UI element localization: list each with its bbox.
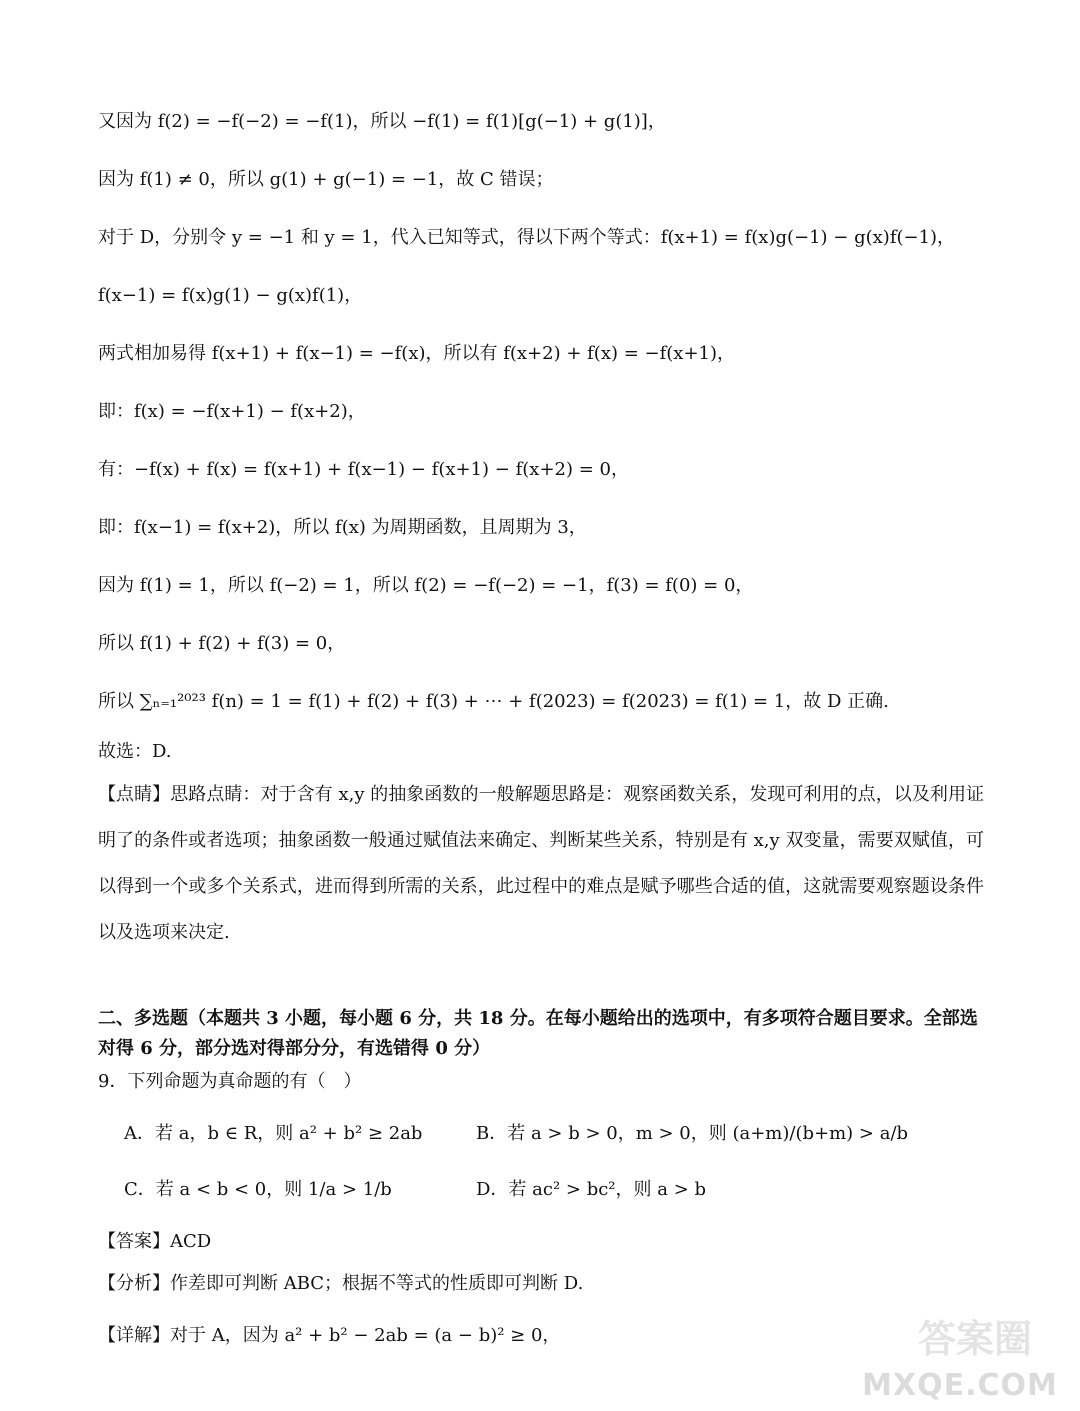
solution-line: 因为 f(1) ≠ 0，所以 g(1) + g(−1) = −1，故 C 错误； (98, 169, 554, 190)
solution-line: 有：−f(x) + f(x) = f(x+1) + f(x−1) − f(x+1) − f(x+2) = 0， (98, 459, 629, 480)
solution-line: 所以 f(1) + f(2) + f(3) = 0， (98, 633, 346, 654)
summation-line: 所以 ∑ₙ₌₁²⁰²³ f(n) = 1 = f(1) + f(2) + f(3) + ⋯ + f(2023) = f(2023) = f(1) = 1，故 D 正确. (98, 691, 889, 712)
option-b: B．若 a > b > 0，m > 0，则 (a+m)/(b+m) > a/b (476, 1123, 909, 1144)
solution-line: 因为 f(1) = 1，所以 f(−2) = 1，所以 f(2) = −f(−2) = −1，f(3) = f(0) = 0， (98, 575, 754, 596)
answer-line: 【答案】ACD (98, 1231, 212, 1252)
solution-line: 对于 D，分别令 y = −1 和 y = 1，代入已知等式，得以下两个等式：f(x+1) = f(x)g(−1) − g(x)f(−1)， (98, 227, 956, 248)
solution-line: 即：f(x−1) = f(x+2)，所以 f(x) 为周期函数，且周期为 3， (98, 517, 587, 538)
solution-line: f(x−1) = f(x)g(1) − g(x)f(1)， (98, 285, 363, 306)
analysis-line: 【分析】作差即可判断 ABC；根据不等式的性质即可判断 D. (98, 1273, 584, 1294)
option-c: C．若 a < b < 0，则 1/a > 1/b (124, 1179, 392, 1200)
option-a: A．若 a，b ∈ R，则 a² + b² ≥ 2ab (124, 1123, 423, 1144)
solution-line: 两式相加易得 f(x+1) + f(x−1) = −f(x)，所以有 f(x+2) + f(x) = −f(x+1)， (98, 343, 735, 364)
watermark-logo: 答案圈 (917, 1317, 1032, 1361)
section-heading: 二、多选题（本题共 3 小题，每小题 6 分，共 18 分。在每小题给出的选项中，有多项符合题目要求。全部选对得 6 分，部分选对得部分分，有选错得 0 分） (98, 1008, 978, 1059)
hint-paragraph: 【点睛】思路点睛：对于含有 x,y 的抽象函数的一般解题思路是：观察函数关系，发现可利用的点，以及利用证明了的条件或者选项；抽象函数一般通过赋值法来确定、判断某些关系，特别是有 x,y 双变量，需要双赋值，可以得到一个或多个关系式，进而得到所需的关系，此过程中的难点是赋予哪些合适的值，这就需要观察题设条件以及选项来决定. (98, 784, 984, 943)
watermark-site: MXQE.COM (862, 1368, 1058, 1403)
solution-line: 又因为 f(2) = −f(−2) = −f(1)，所以 −f(1) = f(1)[g(−1) + g(1)]， (98, 111, 666, 132)
choice-line: 故选：D. (98, 741, 172, 762)
solution-line: 即：f(x) = −f(x+1) − f(x+2)， (98, 401, 366, 422)
detail-line: 【详解】对于 A，因为 a² + b² − 2ab = (a − b)² ≥ 0， (98, 1325, 561, 1346)
option-d: D．若 ac² > bc²，则 a > b (476, 1179, 707, 1200)
site-watermark (860, 1307, 1060, 1403)
question-stem: 9．下列命题为真命题的有（ ） (98, 1071, 362, 1092)
